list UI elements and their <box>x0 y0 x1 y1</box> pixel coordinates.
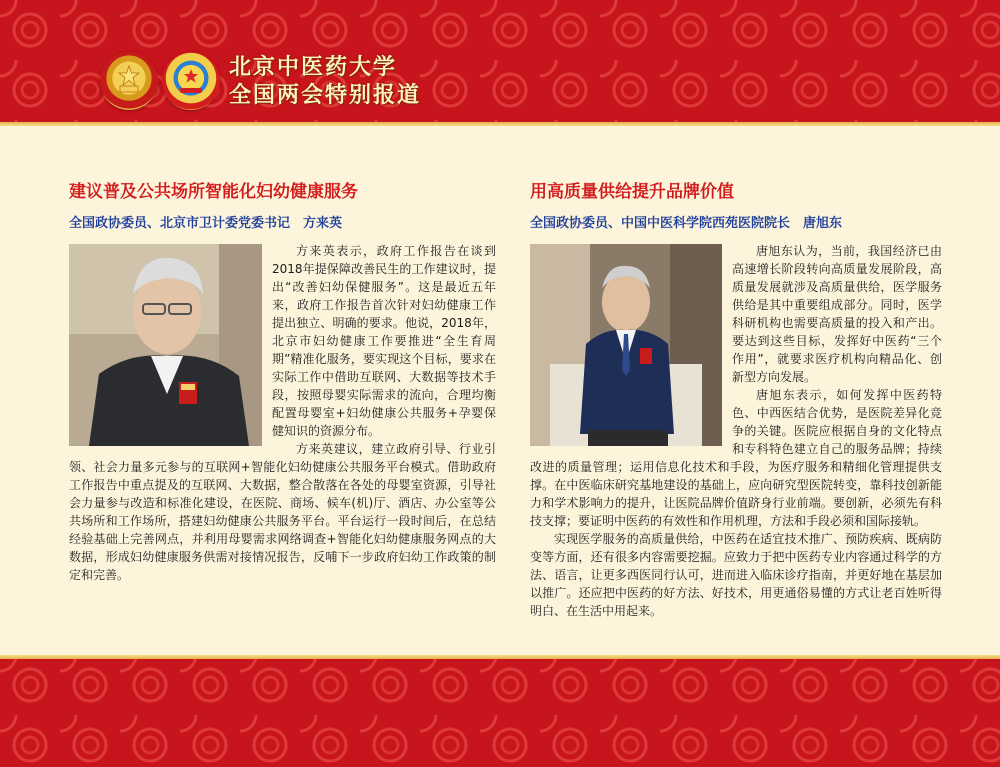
masthead-title <box>229 54 421 110</box>
article-body <box>530 242 942 620</box>
article-paragraph: 唐旭东表示，如何发挥中医药特色、中西医结合优势，是医院差异化竞争的关键。医院应根据自身的文化特点和专科特色建立自己的服务品牌；持续改进的质量管理；运用信息化技术和手段，为医疗服务和精细化管理提供支撑。在中医临床研究基地建设的基础上，应向研究型医院转变，靠科技创新能力和学术影响力的提升，让医院品牌价值跻身行业前端。要创新，必须先有科技支撑；要证明中医药的有效性和作用机理，方法和手段必须和国际接轨。 <box>530 388 942 528</box>
article-body <box>69 242 496 584</box>
header-band <box>0 0 1000 126</box>
article-paragraph: 唐旭东认为，当前，我国经济已由高速增长阶段转向高质量发展阶段，高质量发展就涉及高质量供给，医学服务供给是其中重要组成部分。同时，医学科研机构也需要高质量的投入和产出。要达到这些目标，发挥好中医药“三个作用”，就要求医疗机构向精品化、创新型方向发展。 <box>732 244 942 384</box>
national-emblem-icon <box>100 52 158 110</box>
article-headline: 用高质量供给提升品牌价值 <box>530 182 734 202</box>
portrait-photo <box>530 244 722 446</box>
cppcc-emblem-icon <box>162 52 220 110</box>
article-paragraph: 方来英表示，政府工作报告在谈到2018年提保障改善民生的工作建议时，提出“改善妇幼保健服务”。这是最近五年来，政府工作报告首次针对妇幼健康工作提出独立、明确的要求。他说，2018年，北京市妇幼健康工作要推进“全生育周期”精准化服务，要实现这个目标，要求在实际工作中借助互联网、大数据等技术手段，按照母婴实际需求的流向，合理均衡配置母婴室+妇幼健康公共服务+孕婴保健知识的资源分布。 <box>272 244 496 438</box>
masthead-title-line1: 北京中医药大学 <box>229 55 398 80</box>
article-byline: 全国政协委员、中国中医科学院西苑医院院长 唐旭东 <box>530 216 843 231</box>
article-paragraph: 实现医学服务的高质量供给，中医药在适宜技术推广、预防疾病、既病防变等方面，还有很多内容需要挖掘。应致力于把中医药专业内容通过科学的方法、语言，让更多西医同行认可，进而进入临床诊疗指南，并更好地在基层加以推广。还应把中医药的好方法、好技术，用更通俗易懂的方式让老百姓听得明白、在生活中用起来。 <box>530 532 942 618</box>
article-paragraph: 方来英建议，建立政府引导、行业引领、社会力量多元参与的互联网+智能化妇幼健康公共服务平台模式。借助政府工作报告中重点提及的互联网、大数据，整合散落在各处的母婴室资源，引导社会力量参与改造和标准化建设，在医院、商场、候车(机)厅、酒店、办公室等公共场所和工作场所，搭建妇幼健康公共服务平台。平台运行一段时间后，在总结经验基础上完善网点，并利用母婴需求网络调查+智能化妇幼健康服务网点的大数据，形成妇幼健康服务供需对接情况报告，反哺下一步政府妇幼工作政策的制定和完善。 <box>69 442 496 582</box>
portrait-photo <box>69 244 262 446</box>
masthead-title-line2: 全国两会特别报道 <box>229 83 422 108</box>
article-byline: 全国政协委员、北京市卫计委党委书记 方来英 <box>69 216 343 231</box>
article-fang-laiying <box>69 180 496 584</box>
footer-band <box>0 655 1000 767</box>
article-tang-xudong <box>530 180 942 620</box>
article-headline: 建议普及公共场所智能化妇幼健康服务 <box>69 182 358 202</box>
